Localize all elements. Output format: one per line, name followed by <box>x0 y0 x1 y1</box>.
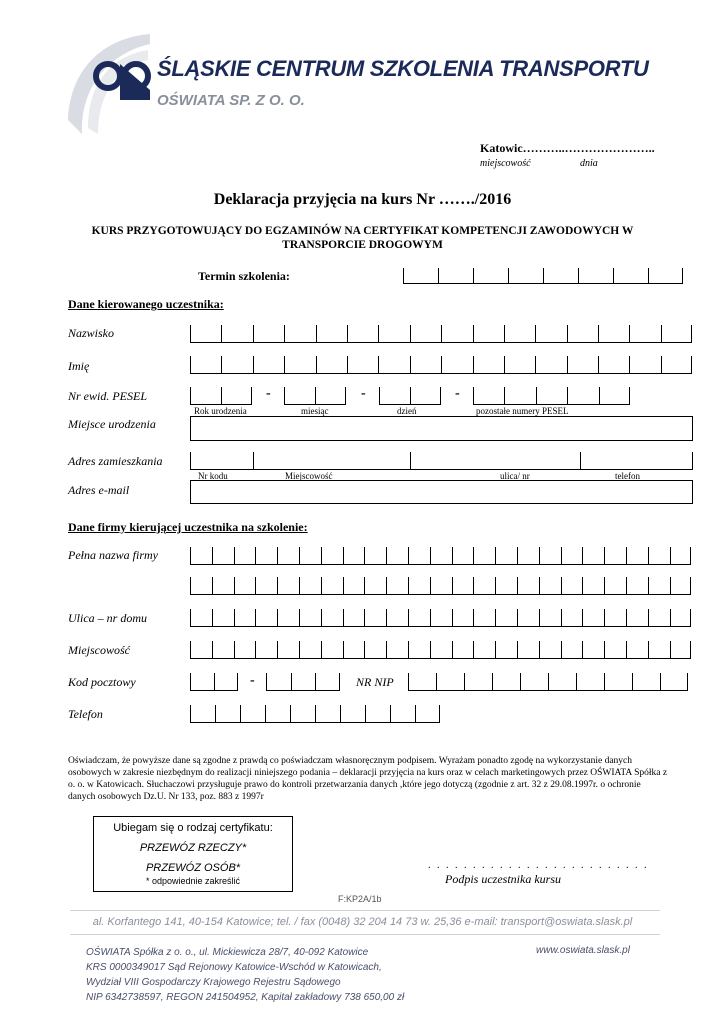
pesel-label: Nr ewid. PESEL <box>68 389 148 403</box>
postal-code-separator: - <box>250 673 255 688</box>
signature-line[interactable]: . . . . . . . . . . . . . . . . . . . . . . . . . <box>428 860 649 871</box>
certificate-option-goods[interactable]: PRZEWÓZ RZECZY* <box>139 842 247 854</box>
company-city-label: Miejscowość <box>68 643 130 657</box>
company-logo-icon <box>62 30 154 140</box>
email-label: Adres e-mail <box>68 483 130 497</box>
addr-city-caption: Miejscowość <box>285 471 333 481</box>
divider <box>70 934 660 935</box>
company-street-label: Ulica – nr domu <box>68 611 147 625</box>
company-phone-label: Telefon <box>68 707 103 721</box>
email-field[interactable] <box>190 480 693 504</box>
footer-line-4: NIP 6342738597, REGON 241504952, Kapitał zakładowy 738 650,00 zł <box>86 992 405 1003</box>
place-label: miejscowość <box>480 158 531 169</box>
footer-line-3: Wydział VIII Gospodarczy Krajowego Rejestru Sądowego <box>86 977 341 988</box>
footer-line-2: KRS 0000349017 Sąd Rejonowy Katowice-Wschód w Katowicach, <box>86 962 382 973</box>
postal-code-label: Kod pocztowy <box>68 675 136 689</box>
surname-field[interactable] <box>190 325 692 343</box>
termin-field[interactable] <box>403 268 683 284</box>
date-label: dnia <box>580 158 598 169</box>
name-label: Imię <box>68 359 90 373</box>
nip-field[interactable] <box>408 673 688 691</box>
website-link[interactable]: www.oswiata.slask.pl <box>536 945 630 956</box>
birthplace-label: Miejsce urodzenia <box>68 417 156 431</box>
pesel-rest-field[interactable] <box>473 387 630 405</box>
company-phone-field[interactable] <box>190 705 440 723</box>
certificate-heading: Ubiegam się o rodzaj certyfikatu: <box>113 822 273 834</box>
course-name: KURS PRZYGOTOWUJĄCY DO EGZAMINÓW NA CERTYFIKAT KOMPETENCJI ZAWODOWYCH W TRANSPORCIE DROGOWYM <box>91 225 634 251</box>
certificate-option-passengers[interactable]: PRZEWÓZ OSÓB* <box>145 862 241 874</box>
contact-line: al. Korfantego 141, 40-154 Katowice; tel. / fax (0048) 32 204 14 73 w. 25,36 e-mail: transport@oswiata.slask.pl <box>92 916 633 928</box>
termin-label: Termin szkolenia: <box>198 269 290 283</box>
addr-phone-caption: telefon <box>615 471 640 481</box>
pesel-month-caption: miesiąc <box>301 406 329 416</box>
pesel-day-field[interactable] <box>379 387 441 405</box>
pesel-separator: - <box>361 386 366 401</box>
company-city-field[interactable] <box>190 641 691 659</box>
pesel-day-caption: dzień <box>397 406 417 416</box>
nip-label: NR NIP <box>356 675 394 689</box>
document-title: Deklaracja przyjęcia na kurs Nr ……./2016 <box>213 191 512 208</box>
signature-label: Podpis uczestnika kursu <box>445 872 561 886</box>
birthplace-field[interactable] <box>190 416 693 441</box>
company-section-title: Dane firmy kierującej uczestnika na szkolenie: <box>68 520 308 534</box>
surname-label: Nazwisko <box>68 326 115 340</box>
addr-street-caption: ulica/ nr <box>500 471 530 481</box>
divider <box>70 910 660 911</box>
certificate-note: * odpowiednie zakreślić <box>145 876 241 886</box>
company-name: ŚLĄSKIE CENTRUM SZKOLENIA TRANSPORTU <box>157 56 649 81</box>
participant-section-title: Dane kierowanego uczestnika: <box>68 297 224 311</box>
company-name-label: Pełna nazwa firmy <box>68 548 158 562</box>
footer-line-1: OŚWIATA Spółka z o. o., ul. Mickiewicza 28/7, 40-092 Katowice <box>86 947 369 958</box>
postal-code-second-field[interactable] <box>266 673 340 691</box>
company-subtitle: OŚWIATA SP. Z O. O. <box>157 92 305 109</box>
pesel-month-field[interactable] <box>284 387 346 405</box>
pesel-separator: - <box>266 386 271 401</box>
pesel-year-field[interactable] <box>190 387 252 405</box>
address-field[interactable] <box>190 452 693 470</box>
postal-code-first-field[interactable] <box>190 673 238 691</box>
place-date-line: Katowic………..………………….. <box>480 141 655 155</box>
name-field[interactable] <box>190 356 692 374</box>
pesel-rest-caption: pozostałe numery PESEL <box>476 406 569 416</box>
company-street-field[interactable] <box>190 609 691 627</box>
addr-code-caption: Nr kodu <box>198 471 228 481</box>
address-label: Adres zamieszkania <box>68 454 163 468</box>
certificate-box <box>93 816 293 892</box>
pesel-year-caption: Rok urodzenia <box>194 406 247 416</box>
consent-statement: Oświadczam, że powyższe dane są zgodne z prawdą co poświadczam własnoręcznym podpisem. Wyrażam ponadto zgodę na wykorzystanie danych osobowych w zakresie niezbędnym do realizacji niniejszego podania – deklaracji przyjęcia na kurs oraz w celach marketingowych przez OŚWIATA Spółka z o. o. w Katowicach. Słuchaczowi przysługuje prawo do kontroli przetwarzania danych ,które jego dotyczą (zgodnie z art. 32 z 29.08.1997r. o ochronie danych osobowych Dz.U. Nr 133, poz. 883 z 1997r <box>68 756 668 802</box>
pesel-separator: - <box>455 386 460 401</box>
form-code: F:KP2A/1b <box>338 894 382 904</box>
company-name-field[interactable] <box>190 547 691 565</box>
company-name-field-line2[interactable] <box>190 577 691 595</box>
